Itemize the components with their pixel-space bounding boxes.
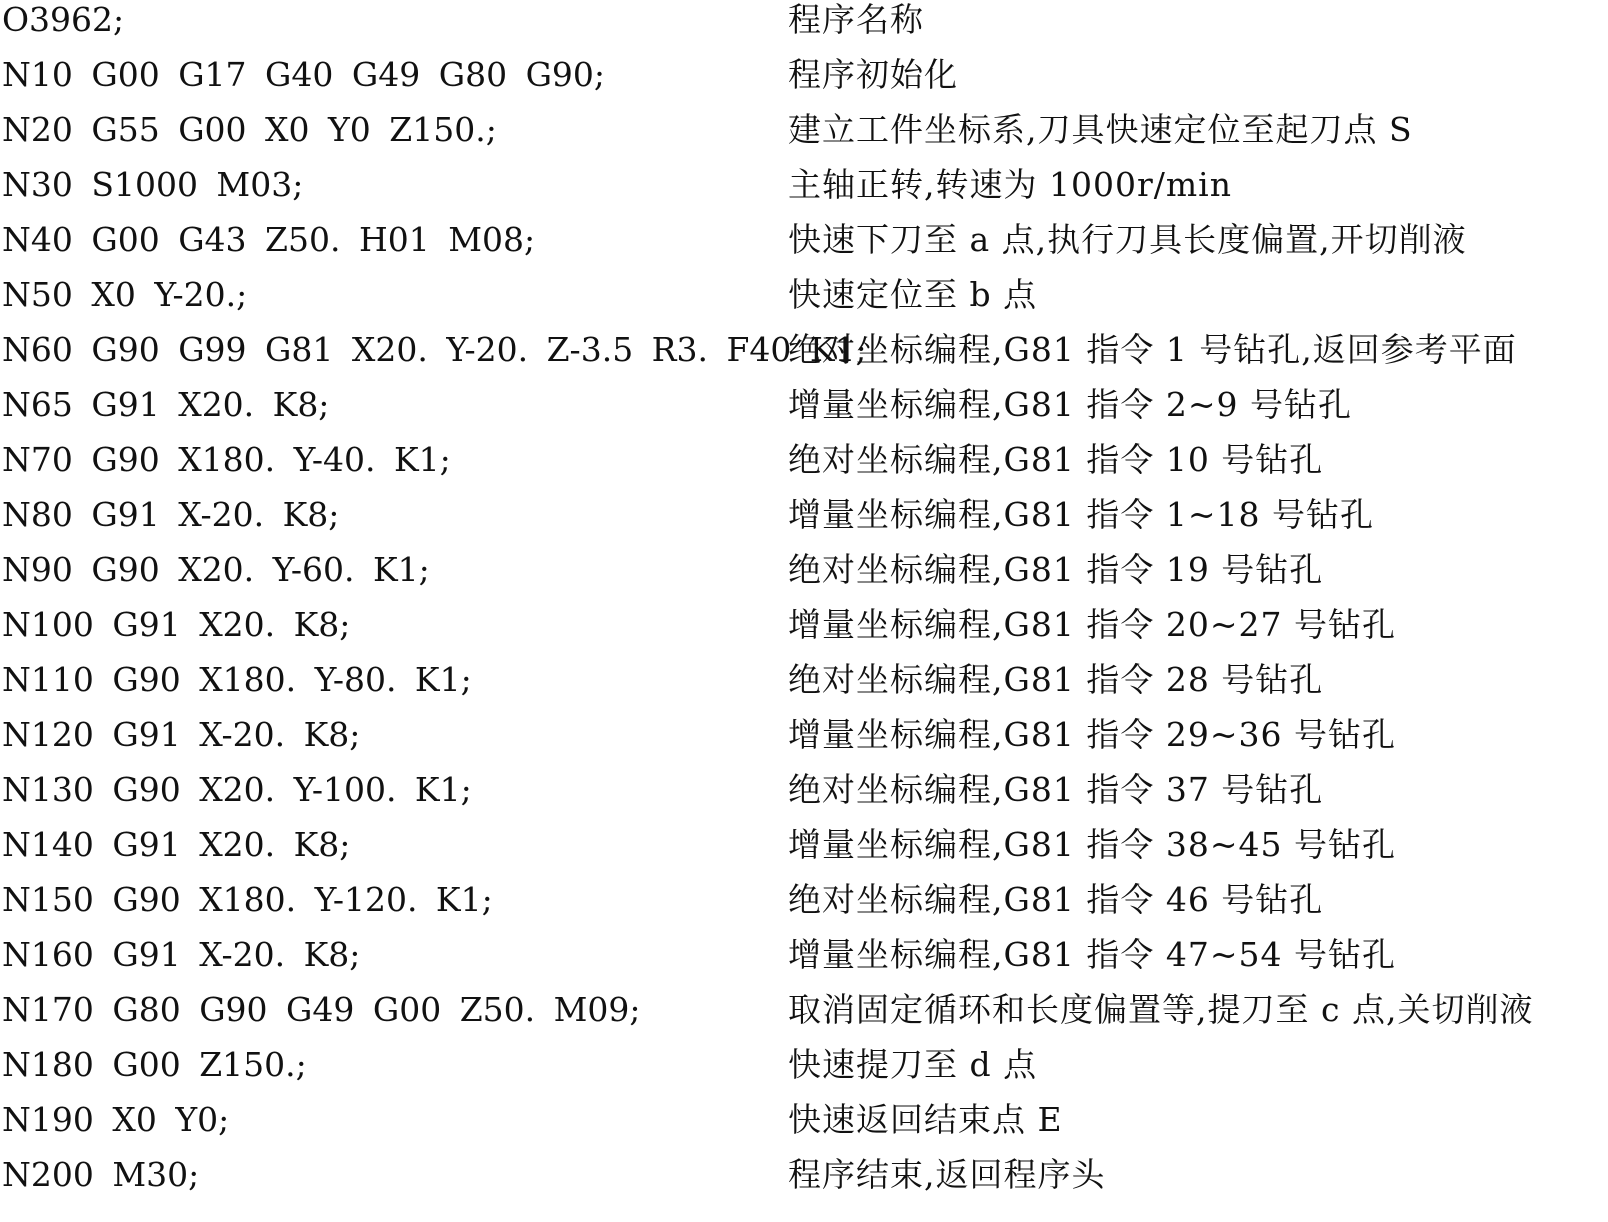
program-line (0, 605, 1608, 660)
nc-code: N50 X0 Y-20.; (2, 275, 248, 314)
program-line (0, 330, 1608, 385)
nc-code: N20 G55 G00 X0 Y0 Z150.; (2, 110, 497, 149)
nc-code: N65 G91 X20. K8; (2, 385, 330, 424)
line-comment: 快速下刀至 a 点,执行刀具长度偏置,开切削液 (788, 220, 1467, 259)
program-line (0, 1155, 1608, 1210)
program-line (0, 990, 1608, 1045)
line-comment: 增量坐标编程,G81 指令 29~36 号钻孔 (788, 715, 1396, 754)
line-comment: 绝对坐标编程,G81 指令 10 号钻孔 (788, 440, 1324, 479)
program-line (0, 660, 1608, 715)
nc-code: N170 G80 G90 G49 G00 Z50. M09; (2, 990, 641, 1029)
program-line (0, 495, 1608, 550)
nc-code: N100 G91 X20. K8; (2, 605, 351, 644)
line-comment: 程序名称 (788, 0, 924, 39)
nc-code: N110 G90 X180. Y-80. K1; (2, 660, 472, 699)
line-comment: 取消固定循环和长度偏置等,提刀至 c 点,关切削液 (788, 990, 1534, 1029)
line-comment: 快速提刀至 d 点 (788, 1045, 1038, 1084)
nc-code: N40 G00 G43 Z50. H01 M08; (2, 220, 536, 259)
line-comment: 绝对坐标编程,G81 指令 37 号钻孔 (788, 770, 1324, 809)
line-comment: 程序初始化 (788, 55, 958, 94)
program-line (0, 1100, 1608, 1155)
program-line (0, 880, 1608, 935)
line-comment: 增量坐标编程,G81 指令 38~45 号钻孔 (788, 825, 1396, 864)
line-comment: 绝对坐标编程,G81 指令 28 号钻孔 (788, 660, 1324, 699)
line-comment: 绝对坐标编程,G81 指令 46 号钻孔 (788, 880, 1324, 919)
line-comment: 快速返回结束点 E (788, 1100, 1063, 1139)
nc-code: N70 G90 X180. Y-40. K1; (2, 440, 451, 479)
program-line (0, 935, 1608, 990)
nc-code: O3962; (2, 0, 125, 39)
line-comment: 增量坐标编程,G81 指令 1~18 号钻孔 (788, 495, 1374, 534)
program-line (0, 55, 1608, 110)
line-comment: 增量坐标编程,G81 指令 20~27 号钻孔 (788, 605, 1396, 644)
program-line (0, 770, 1608, 825)
nc-code: N120 G91 X-20. K8; (2, 715, 361, 754)
line-comment: 绝对坐标编程,G81 指令 1 号钻孔,返回参考平面 (788, 330, 1517, 369)
program-line (0, 440, 1608, 495)
program-line (0, 275, 1608, 330)
nc-code: N60 G90 G99 G81 X20. Y-20. Z-3.5 R3. F40 K1; (2, 330, 867, 369)
program-line (0, 0, 1608, 55)
line-comment: 建立工件坐标系,刀具快速定位至起刀点 S (788, 110, 1413, 149)
line-comment: 程序结束,返回程序头 (788, 1155, 1106, 1194)
line-comment: 绝对坐标编程,G81 指令 19 号钻孔 (788, 550, 1324, 589)
program-line (0, 715, 1608, 770)
nc-code: N200 M30; (2, 1155, 200, 1194)
program-line (0, 825, 1608, 880)
program-line (0, 385, 1608, 440)
program-line (0, 1045, 1608, 1100)
line-comment: 增量坐标编程,G81 指令 47~54 号钻孔 (788, 935, 1396, 974)
line-comment: 快速定位至 b 点 (788, 275, 1038, 314)
program-line (0, 110, 1608, 165)
nc-code: N130 G90 X20. Y-100. K1; (2, 770, 472, 809)
nc-code: N190 X0 Y0; (2, 1100, 230, 1139)
nc-code: N180 G00 Z150.; (2, 1045, 307, 1084)
nc-code: N150 G90 X180. Y-120. K1; (2, 880, 493, 919)
nc-code: N30 S1000 M03; (2, 165, 304, 204)
nc-code: N10 G00 G17 G40 G49 G80 G90; (2, 55, 606, 94)
line-comment: 增量坐标编程,G81 指令 2~9 号钻孔 (788, 385, 1352, 424)
program-line (0, 165, 1608, 220)
nc-code: N80 G91 X-20. K8; (2, 495, 340, 534)
nc-code: N160 G91 X-20. K8; (2, 935, 361, 974)
program-line (0, 550, 1608, 605)
program-line (0, 220, 1608, 275)
line-comment: 主轴正转,转速为 1000r/min (788, 165, 1232, 204)
nc-code: N140 G91 X20. K8; (2, 825, 351, 864)
nc-code: N90 G90 X20. Y-60. K1; (2, 550, 430, 589)
